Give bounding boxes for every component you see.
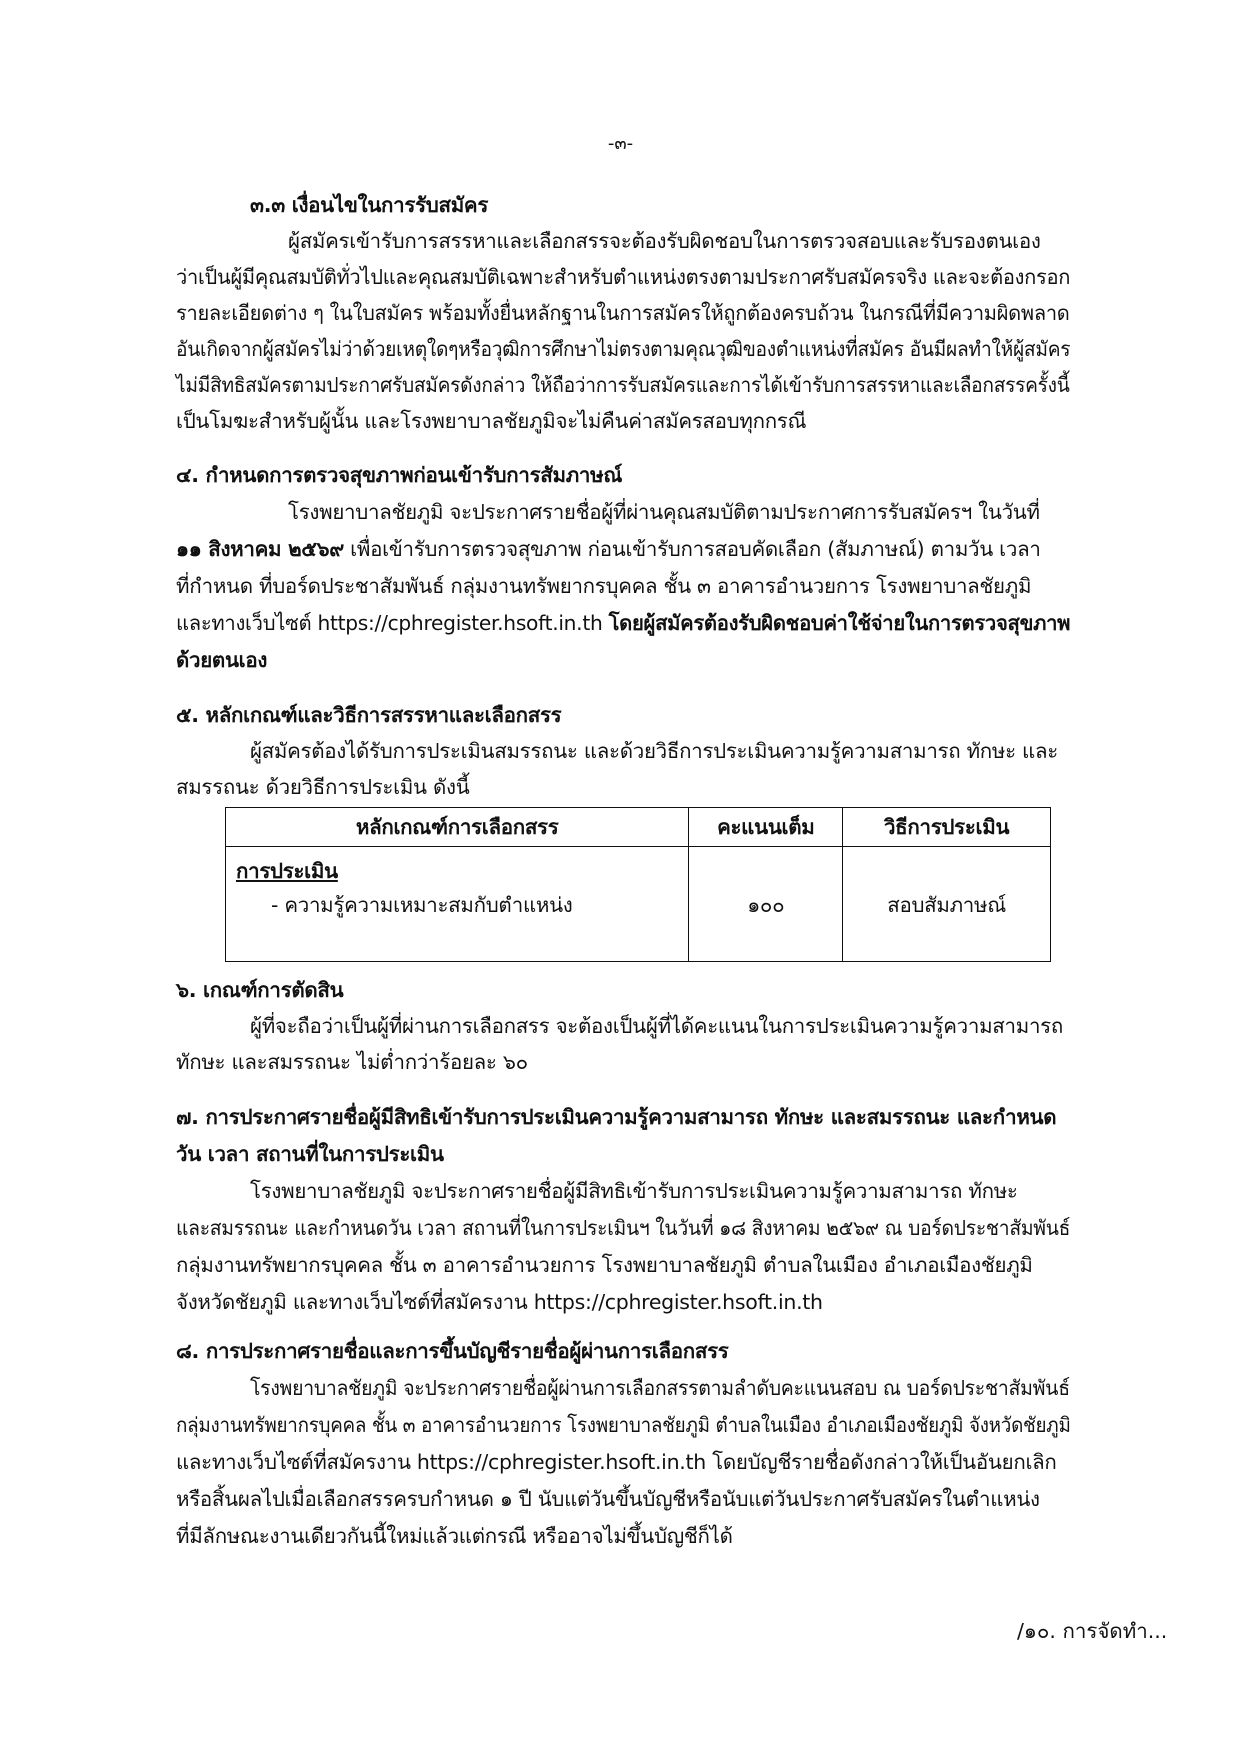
section-7-line-1: โรงพยาบาลชัยภูมิ จะประกาศรายชื่อผู้มีสิทธิเข้ารับการประเมินความรู้ความสามารถ ทักษะ [250, 1179, 1018, 1203]
section-4-heading: ๔. กำหนดการตรวจสุขภาพก่อนเข้ารับการสัมภาษณ์ [176, 463, 623, 487]
section-7-heading-line-2: วัน เวลา สถานที่ในการประเมิน [176, 1142, 444, 1166]
section-3-3-line-5: ไม่มีสิทธิสมัครตามประกาศรับสมัครดังกล่าว ให้ถือว่าการรับสมัครและการได้เข้ารับการสรรหาและเลือกสรรครั้งนี้ [176, 373, 1070, 397]
section-8-heading: ๘. การประกาศรายชื่อและการขึ้นบัญชีรายชื่อผู้ผ่านการเลือกสรร [176, 1339, 729, 1363]
section-6-heading: ๖. เกณฑ์การตัดสิน [176, 978, 344, 1002]
criteria-cell [226, 847, 689, 962]
method-cell: สอบสัมภาษณ์ [843, 847, 1051, 962]
section-4-line-2 [176, 534, 1041, 564]
col-header-method: วิธีการประเมิน [843, 808, 1051, 847]
section-3-3-heading: ๓.๓ เงื่อนไขในการรับสมัคร [250, 193, 489, 217]
section-7-line-4: จังหวัดชัยภูมิ และทางเว็บไซต์ที่สมัครงาน https://cphregister.hsoft.in.th [176, 1290, 823, 1314]
section-4-line-4 [176, 608, 1070, 638]
section-8-line-1: โรงพยาบาลชัยภูมิ จะประกาศรายชื่อผู้ผ่านการเลือกสรรตามลำดับคะแนนสอบ ณ บอร์ดประชาสัมพันธ์ [250, 1376, 1070, 1400]
section-8-line-3: และทางเว็บไซต์ที่สมัครงาน https://cphregister.hsoft.in.th โดยบัญชีรายชื่อดังกล่าวให้เป็นอันยกเลิก [176, 1450, 1057, 1474]
section-6-line-1: ผู้ที่จะถือว่าเป็นผู้ที่ผ่านการเลือกสรร จะต้องเป็นผู้ที่ได้คะแนนในการประเมินความรู้ความสามารถ [250, 1014, 1063, 1038]
section-6-line-2: ทักษะ และสมรรถนะ ไม่ต่ำกว่าร้อยละ ๖๐ [176, 1050, 528, 1074]
health-check-date: ๑๑ สิงหาคม ๒๕๖๙ [176, 537, 344, 561]
section-5-heading: ๕. หลักเกณฑ์และวิธีการสรรหาและเลือกสรร [176, 703, 562, 727]
col-header-criteria: หลักเกณฑ์การเลือกสรร [226, 808, 689, 847]
section-3-3-line-3: รายละเอียดต่าง ๆ ในใบสมัคร พร้อมทั้งยื่นหลักฐานในการสมัครให้ถูกต้องครบถ้วน ในกรณีที่มีความผิดพลาด [176, 301, 1070, 325]
section-4-line-3: ที่กำหนด ที่บอร์ดประชาสัมพันธ์ กลุ่มงานทรัพยากรบุคคล ชั้น ๓ อาคารอำนวยการ โรงพยาบาลชัยภูมิ [176, 574, 1032, 598]
section-8-line-2: กลุ่มงานทรัพยากรบุคคล ชั้น ๓ อาคารอำนวยการ โรงพยาบาลชัยภูมิ ตำบลในเมือง อำเภอเมืองชัยภูมิ จังหวัดชัยภูมิ [176, 1413, 1071, 1437]
table-row [226, 847, 1051, 962]
section-8-line-5: ที่มีลักษณะงานเดียวกันนี้ใหม่แล้วแต่กรณี หรืออาจไม่ขึ้นบัญชีก็ได้ [176, 1524, 733, 1548]
section-3-3-line-4: อันเกิดจากผู้สมัครไม่ว่าด้วยเหตุใดๆหรือวุฒิการศึกษาไม่ตรงตามคุณวุฒิของตำแหน่งที่สมัคร อันมีผลทำให้ผู้สมัคร [176, 337, 1071, 361]
section-7-line-2: และสมรรถนะ และกำหนดวัน เวลา สถานที่ในการประเมินฯ ในวันที่ ๑๘ สิงหาคม ๒๕๖๙ ณ บอร์ดประชาสัมพันธ์ [176, 1216, 1071, 1240]
section-5-line-1: ผู้สมัครต้องได้รับการประเมินสมรรถนะ และด้วยวิธีการประเมินความรู้ความสามารถ ทักษะ และ [250, 739, 1058, 763]
section-3-3-line-1: ผู้สมัครเข้ารับการสรรหาและเลือกสรรจะต้องรับผิดชอบในการตรวจสอบและรับรองตนเอง [288, 229, 1041, 253]
criteria-item: - ความรู้ความเหมาะสมกับตำแหน่ง [271, 893, 573, 917]
section-7-line-3: กลุ่มงานทรัพยากรบุคคล ชั้น ๓ อาคารอำนวยการ โรงพยาบาลชัยภูมิ ตำบลในเมือง อำเภอเมืองชัยภูมิ [176, 1253, 1033, 1277]
criteria-group-label: การประเมิน [236, 859, 338, 883]
section-4-line-1: โรงพยาบาลชัยภูมิ จะประกาศรายชื่อผู้ที่ผ่านคุณสมบัติตามประกาศการรับสมัครฯ ในวันที่ [288, 500, 1040, 524]
col-header-full-score: คะแนนเต็ม [689, 808, 843, 847]
page-number: -๓- [607, 133, 634, 154]
section-3-3-line-6: เป็นโมฆะสำหรับผู้นั้น และโรงพยาบาลชัยภูมิจะไม่คืนค่าสมัครสอบทุกกรณี [176, 409, 807, 433]
section-7-heading-line-1: ๗. การประกาศรายชื่อผู้มีสิทธิเข้ารับการประเมินความรู้ความสามารถ ทักษะ และสมรรถนะ และกำหนด [176, 1105, 1057, 1129]
section-4-line-4-bold: โดยผู้สมัครต้องรับผิดชอบค่าใช้จ่ายในการตรวจสุขภาพ [608, 611, 1071, 635]
section-5-line-2: สมรรถนะ ด้วยวิธีการประเมิน ดังนี้ [176, 775, 470, 799]
section-4-line-5: ด้วยตนเอง [176, 648, 268, 672]
section-3-3-line-2: ว่าเป็นผู้มีคุณสมบัติทั่วไปและคุณสมบัติเฉพาะสำหรับตำแหน่งตรงตามประกาศรับสมัครจริง และจะต้องกรอก [176, 265, 1071, 289]
section-8-line-4: หรือสิ้นผลไปเมื่อเลือกสรรครบกำหนด ๑ ปี นับแต่วันขึ้นบัญชีหรือนับแต่วันประกาศรับสมัครในตำแหน่ง [176, 1487, 1040, 1511]
continued-next-page: /๑๐. การจัดทำ... [1017, 1619, 1168, 1643]
criteria-table [225, 807, 1051, 962]
criteria-table-header-row [226, 808, 1051, 847]
section-4-line-4-text: และทางเว็บไซต์ https://cphregister.hsoft.in.th [176, 611, 609, 635]
full-score-cell: ๑๐๐ [689, 847, 843, 962]
section-4-line-2-rest: เพื่อเข้ารับการตรวจสุขภาพ ก่อนเข้ารับการสอบคัดเลือก (สัมภาษณ์) ตามวัน เวลา [343, 537, 1041, 561]
